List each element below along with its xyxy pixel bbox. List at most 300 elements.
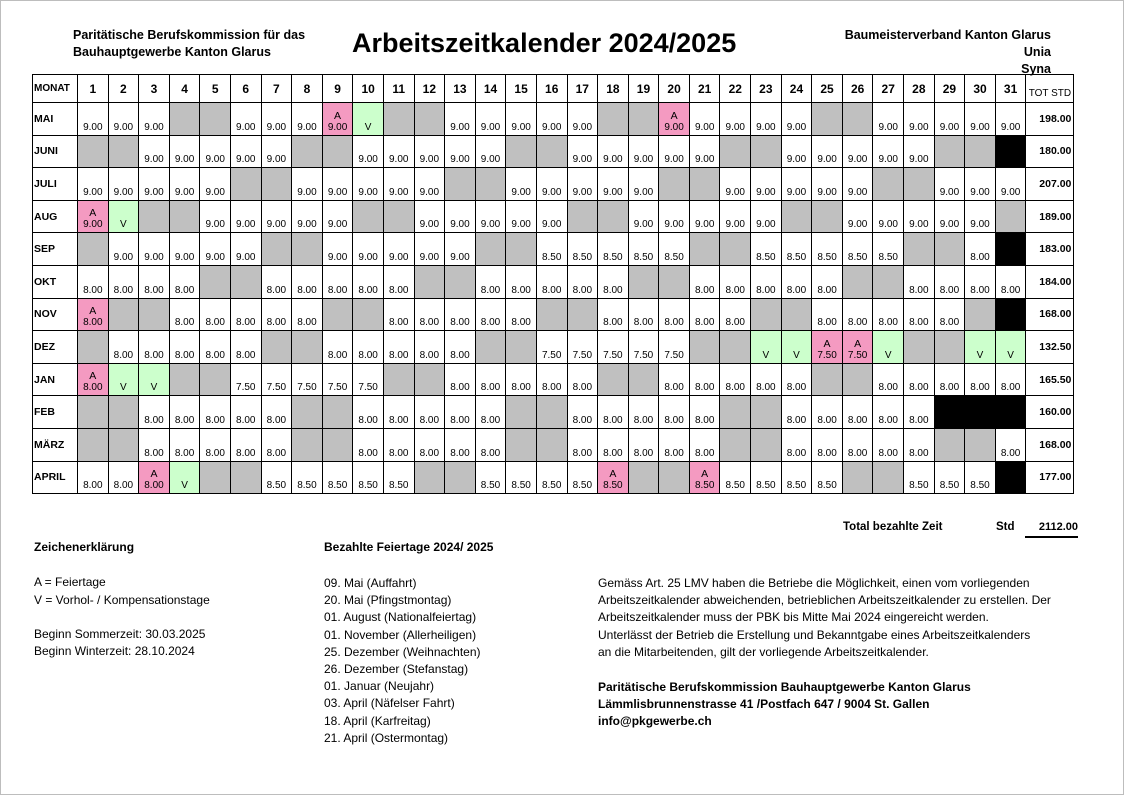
hours-value: 9.00 — [389, 251, 409, 263]
workday-cell — [139, 428, 170, 461]
hours-value: 8.00 — [786, 447, 807, 459]
hours-value: 9.00 — [205, 186, 225, 198]
workday-cell — [445, 428, 476, 461]
weekend-cell — [965, 135, 996, 168]
workday-cell — [414, 233, 445, 266]
hours-value: 8.00 — [572, 447, 593, 459]
hours-value: 9.00 — [205, 251, 225, 263]
workday-cell — [353, 135, 384, 168]
day-header: 7 — [261, 75, 292, 103]
workday-cell — [536, 168, 567, 201]
month-label: MÄRZ — [33, 428, 78, 461]
hours-value: 8.50 — [756, 480, 776, 492]
day-header: 4 — [169, 75, 200, 103]
workday-cell — [812, 168, 843, 201]
hours-value: 7.50 — [633, 349, 654, 361]
workday-cell — [628, 298, 659, 331]
header-left — [73, 27, 305, 61]
weekend-cell — [383, 103, 414, 136]
hours-value: 8.00 — [572, 284, 593, 296]
hours-value: 9.00 — [878, 154, 898, 166]
workday-cell — [934, 265, 965, 298]
weekend-cell — [292, 331, 323, 364]
workday-cell — [139, 168, 170, 201]
hours-value: 8.00 — [878, 317, 898, 329]
weekend-cell — [934, 428, 965, 461]
workday-cell — [261, 200, 292, 233]
compensation-day-cell — [781, 331, 812, 364]
day-header: 14 — [475, 75, 506, 103]
weekend-cell — [628, 461, 659, 494]
weekend-cell — [506, 396, 537, 429]
day-header: 13 — [445, 75, 476, 103]
workday-cell — [506, 363, 537, 396]
workday-cell — [200, 396, 231, 429]
weekend-cell — [628, 363, 659, 396]
hours-value: 8.00 — [174, 317, 195, 329]
hours-value: 9.00 — [664, 219, 684, 231]
hours-value: 9.00 — [358, 154, 378, 166]
hours-value: 8.00 — [450, 349, 470, 361]
hours-value: 9.00 — [327, 251, 348, 263]
legend-a: A = Feiertage — [34, 575, 106, 589]
note-line: Gemäss Art. 25 LMV haben die Betriebe die Möglichkeit, einen vom vorliegenden — [598, 576, 1030, 590]
workday-cell — [781, 461, 812, 494]
workday-cell — [781, 363, 812, 396]
weekend-cell — [108, 396, 139, 429]
workday-cell — [169, 396, 200, 429]
hours-value: 9.00 — [694, 219, 715, 231]
holiday-cell — [842, 331, 873, 364]
weekend-cell — [720, 331, 751, 364]
weekend-cell — [200, 265, 231, 298]
hours-value: 8.00 — [358, 284, 378, 296]
workday-cell — [904, 200, 935, 233]
weekend-cell — [812, 200, 843, 233]
invalid-day-cell — [934, 396, 965, 429]
note-line: Arbeitszeitkalender abweichenden, betrieblichen Arbeitszeitkalender zu erstellen. Der — [598, 593, 1051, 608]
hours-value: 9.00 — [236, 121, 256, 133]
workday-cell — [842, 200, 873, 233]
weekend-cell — [445, 265, 476, 298]
workday-cell — [230, 331, 261, 364]
hours-value: 8.00 — [205, 349, 225, 361]
weekend-cell — [536, 135, 567, 168]
workday-cell — [230, 103, 261, 136]
workday-cell — [934, 363, 965, 396]
workday-cell — [689, 135, 720, 168]
holiday-cell — [78, 298, 109, 331]
holiday-item: 18. April (Karfreitag) — [324, 713, 431, 728]
weekend-cell — [414, 265, 445, 298]
workday-cell — [567, 135, 598, 168]
hours-value: 8.00 — [633, 414, 654, 426]
hours-value: 9.00 — [83, 219, 103, 231]
month-label: JUNI — [33, 135, 78, 168]
workday-cell — [598, 331, 629, 364]
hours-value: 8.00 — [572, 414, 593, 426]
workday-cell — [506, 168, 537, 201]
workday-cell — [598, 428, 629, 461]
workday-cell — [78, 168, 109, 201]
weekend-cell — [536, 298, 567, 331]
workday-cell — [567, 396, 598, 429]
hours-value: 8.00 — [878, 447, 898, 459]
hours-value: 8.00 — [389, 284, 409, 296]
hours-value: 9.00 — [970, 219, 990, 231]
workday-cell — [261, 461, 292, 494]
weekend-cell — [108, 428, 139, 461]
month-row — [33, 331, 1074, 364]
workday-cell — [751, 233, 782, 266]
hours-value: 9.00 — [174, 154, 195, 166]
month-row — [33, 233, 1074, 266]
hours-value: 8.00 — [878, 414, 898, 426]
workday-cell — [965, 200, 996, 233]
hours-value: 9.00 — [633, 154, 654, 166]
weekend-cell — [445, 461, 476, 494]
month-row — [33, 461, 1074, 494]
hours-value: 9.00 — [725, 186, 745, 198]
hours-value: 8.00 — [419, 447, 440, 459]
weekend-cell — [230, 461, 261, 494]
month-label: APRIL — [33, 461, 78, 494]
hours-value: 9.00 — [756, 186, 776, 198]
workday-cell — [353, 331, 384, 364]
workday-cell — [689, 200, 720, 233]
month-total: 207.00 — [1026, 168, 1074, 201]
workday-cell — [139, 265, 170, 298]
hours-value: 8.00 — [113, 349, 134, 361]
workday-cell — [873, 363, 904, 396]
weekend-cell — [292, 428, 323, 461]
workday-cell — [751, 168, 782, 201]
hours-value: 7.50 — [541, 349, 562, 361]
hours-value: 9.00 — [144, 251, 164, 263]
hours-value: 7.50 — [817, 349, 837, 361]
weekend-cell — [720, 135, 751, 168]
compensation-day-cell — [108, 363, 139, 396]
hours-value: 9.00 — [878, 121, 898, 133]
weekend-cell — [78, 396, 109, 429]
hours-value: 8.50 — [817, 480, 837, 492]
workday-cell — [567, 233, 598, 266]
workday-cell — [873, 298, 904, 331]
hours-value: 8.00 — [480, 317, 501, 329]
header-row — [33, 75, 1074, 103]
workday-cell — [322, 265, 353, 298]
hours-value: 8.00 — [541, 382, 562, 394]
workday-cell — [598, 135, 629, 168]
workday-cell — [108, 331, 139, 364]
hours-value: 8.00 — [358, 349, 378, 361]
hours-value: 8.00 — [266, 317, 287, 329]
holiday-item: 20. Mai (Pfingstmontag) — [324, 593, 452, 608]
hours-value: 9.00 — [389, 186, 409, 198]
workday-cell — [261, 428, 292, 461]
hours-value: 7.50 — [358, 382, 378, 394]
hours-value: 9.00 — [847, 154, 868, 166]
hours-value: 9.00 — [236, 154, 256, 166]
workday-cell — [414, 298, 445, 331]
hours-value: 9.00 — [878, 219, 898, 231]
weekend-cell — [965, 298, 996, 331]
compensation-day-cell — [139, 363, 170, 396]
month-total: 183.00 — [1026, 233, 1074, 266]
workday-cell — [414, 396, 445, 429]
weekend-cell — [169, 103, 200, 136]
hours-value: 8.00 — [878, 382, 898, 394]
header-right — [845, 27, 1051, 78]
hours-value: 8.00 — [113, 284, 134, 296]
hours-value: 9.00 — [236, 251, 256, 263]
workday-cell — [720, 363, 751, 396]
weekend-cell — [598, 363, 629, 396]
weekend-cell — [292, 233, 323, 266]
hours-value: 8.00 — [174, 447, 195, 459]
cell-marker: V — [976, 349, 984, 361]
workday-cell — [445, 200, 476, 233]
hours-value: 9.00 — [786, 121, 807, 133]
hours-value: 8.00 — [664, 414, 684, 426]
workday-cell — [506, 461, 537, 494]
holiday-marker: A — [89, 207, 97, 220]
workday-cell — [292, 461, 323, 494]
workday-cell — [169, 135, 200, 168]
hours-value: 9.00 — [756, 121, 776, 133]
workday-cell — [781, 103, 812, 136]
hours-value: 8.00 — [939, 284, 960, 296]
hours-value: 8.00 — [450, 317, 470, 329]
hours-value: 9.00 — [725, 121, 745, 133]
workday-cell — [904, 135, 935, 168]
weekend-cell — [200, 461, 231, 494]
workday-cell — [536, 233, 567, 266]
day-header: 24 — [781, 75, 812, 103]
hours-value: 8.00 — [144, 480, 164, 492]
day-header: 1 — [78, 75, 109, 103]
holiday-marker: A — [334, 109, 342, 122]
hours-value: 8.00 — [694, 317, 715, 329]
hours-value: 9.00 — [694, 121, 715, 133]
hours-value: 8.00 — [236, 317, 256, 329]
hours-value: 8.00 — [266, 414, 287, 426]
workday-cell — [873, 428, 904, 461]
workday-cell — [812, 265, 843, 298]
workday-cell — [536, 363, 567, 396]
workday-cell — [261, 363, 292, 396]
hours-value: 8.50 — [572, 480, 593, 492]
hours-value: 9.00 — [847, 219, 868, 231]
workday-cell — [475, 298, 506, 331]
hours-value: 8.00 — [756, 284, 776, 296]
workday-cell — [414, 331, 445, 364]
workday-cell — [108, 168, 139, 201]
holiday-marker: A — [609, 468, 617, 481]
holiday-cell — [139, 461, 170, 494]
hours-value: 8.00 — [664, 447, 684, 459]
workday-cell — [322, 233, 353, 266]
workday-cell — [720, 103, 751, 136]
weekend-cell — [414, 461, 445, 494]
hours-value: 9.00 — [450, 121, 470, 133]
contact-email[interactable]: info@pkgewerbe.ch — [598, 714, 712, 729]
weekend-cell — [536, 428, 567, 461]
hours-value: 9.00 — [327, 121, 348, 133]
weekend-cell — [78, 331, 109, 364]
hours-value: 9.00 — [511, 121, 531, 133]
holidays-list — [324, 575, 481, 747]
hours-value: 8.00 — [909, 382, 929, 394]
workday-cell — [781, 428, 812, 461]
hours-value: 8.00 — [511, 284, 531, 296]
weekend-cell — [230, 168, 261, 201]
workday-cell — [751, 103, 782, 136]
weekend-cell — [659, 168, 690, 201]
workday-cell — [536, 200, 567, 233]
winter-time: Beginn Winterzeit: 28.10.2024 — [34, 644, 195, 658]
hours-value: 8.00 — [970, 382, 990, 394]
hours-value: 9.00 — [970, 121, 990, 133]
hours-value: 9.00 — [480, 154, 501, 166]
invalid-day-cell — [965, 396, 996, 429]
hours-value: 8.50 — [511, 480, 531, 492]
weekend-cell — [108, 135, 139, 168]
workday-cell — [200, 135, 231, 168]
workday-cell — [720, 168, 751, 201]
weekend-cell — [78, 135, 109, 168]
workday-cell — [506, 103, 537, 136]
workday-cell — [169, 265, 200, 298]
weekend-cell — [475, 233, 506, 266]
workday-cell — [445, 135, 476, 168]
compensation-day-cell — [751, 331, 782, 364]
hours-value: 8.00 — [266, 284, 287, 296]
cell-marker: V — [1007, 349, 1014, 361]
workday-cell — [475, 265, 506, 298]
hours-value: 8.00 — [480, 447, 501, 459]
workday-cell — [904, 428, 935, 461]
weekend-cell — [169, 200, 200, 233]
workday-cell — [536, 103, 567, 136]
workday-cell — [292, 168, 323, 201]
weekend-cell — [536, 396, 567, 429]
workday-cell — [781, 135, 812, 168]
workday-cell — [169, 298, 200, 331]
hours-value: 9.00 — [480, 219, 501, 231]
workday-cell — [200, 168, 231, 201]
hours-value: 9.00 — [297, 219, 317, 231]
workday-cell — [200, 428, 231, 461]
weekend-cell — [506, 135, 537, 168]
workday-cell — [842, 396, 873, 429]
workday-cell — [230, 428, 261, 461]
month-row — [33, 363, 1074, 396]
workday-cell — [78, 265, 109, 298]
workday-cell — [720, 461, 751, 494]
hours-value: 9.00 — [572, 186, 593, 198]
hours-value: 8.00 — [327, 284, 348, 296]
day-header: 20 — [659, 75, 690, 103]
workday-cell — [659, 200, 690, 233]
workday-cell — [139, 103, 170, 136]
hours-value: 8.00 — [236, 414, 256, 426]
workday-cell — [169, 331, 200, 364]
workday-cell — [353, 233, 384, 266]
weekend-cell — [383, 363, 414, 396]
workday-cell — [598, 233, 629, 266]
workday-cell — [292, 265, 323, 298]
hours-value: 8.00 — [389, 349, 409, 361]
workday-cell — [139, 135, 170, 168]
day-header: 21 — [689, 75, 720, 103]
month-total: 177.00 — [1026, 461, 1074, 494]
hours-value: 8.00 — [419, 317, 440, 329]
workday-cell — [995, 428, 1026, 461]
workday-cell — [628, 331, 659, 364]
hours-value: 9.00 — [756, 219, 776, 231]
workday-cell — [414, 428, 445, 461]
weekend-cell — [322, 428, 353, 461]
cell-marker: V — [181, 480, 188, 492]
workday-cell — [108, 461, 139, 494]
workday-cell — [659, 135, 690, 168]
month-row — [33, 428, 1074, 461]
workday-cell — [628, 200, 659, 233]
workday-cell — [383, 428, 414, 461]
hours-value: 9.00 — [786, 186, 807, 198]
workday-cell — [781, 233, 812, 266]
weekend-cell — [934, 135, 965, 168]
cell-marker: V — [150, 382, 158, 394]
hours-value: 9.00 — [450, 251, 470, 263]
workday-cell — [628, 168, 659, 201]
hours-value: 8.00 — [633, 317, 654, 329]
workday-cell — [842, 233, 873, 266]
weekend-cell — [169, 363, 200, 396]
hours-value: 8.00 — [909, 317, 929, 329]
hours-value: 8.00 — [205, 447, 225, 459]
hours-value: 9.00 — [450, 219, 470, 231]
workday-cell — [353, 396, 384, 429]
hours-value: 8.00 — [939, 382, 960, 394]
workday-cell — [873, 103, 904, 136]
calendar-table — [32, 74, 1074, 494]
contact-org: Paritätische Berufskommission Bauhauptgewerbe Kanton Glarus — [598, 680, 971, 694]
workday-cell — [475, 461, 506, 494]
workday-cell — [934, 103, 965, 136]
hours-value: 8.50 — [572, 251, 593, 263]
weekend-cell — [230, 265, 261, 298]
workday-cell — [842, 135, 873, 168]
workday-cell — [842, 428, 873, 461]
day-header: 16 — [536, 75, 567, 103]
hours-value: 9.00 — [144, 186, 164, 198]
hours-value: 9.00 — [817, 154, 837, 166]
workday-cell — [567, 363, 598, 396]
weekend-cell — [873, 461, 904, 494]
hours-value: 8.00 — [1000, 284, 1021, 296]
workday-cell — [261, 135, 292, 168]
hours-value: 8.50 — [480, 480, 501, 492]
weekend-cell — [414, 103, 445, 136]
legend-title: Zeichenerklärung — [34, 540, 135, 554]
header-left-line1: Paritätische Berufskommission für das — [73, 28, 306, 42]
hours-value: 8.00 — [694, 382, 715, 394]
weekend-cell — [506, 233, 537, 266]
invalid-day-cell — [995, 461, 1026, 494]
workday-cell — [536, 331, 567, 364]
